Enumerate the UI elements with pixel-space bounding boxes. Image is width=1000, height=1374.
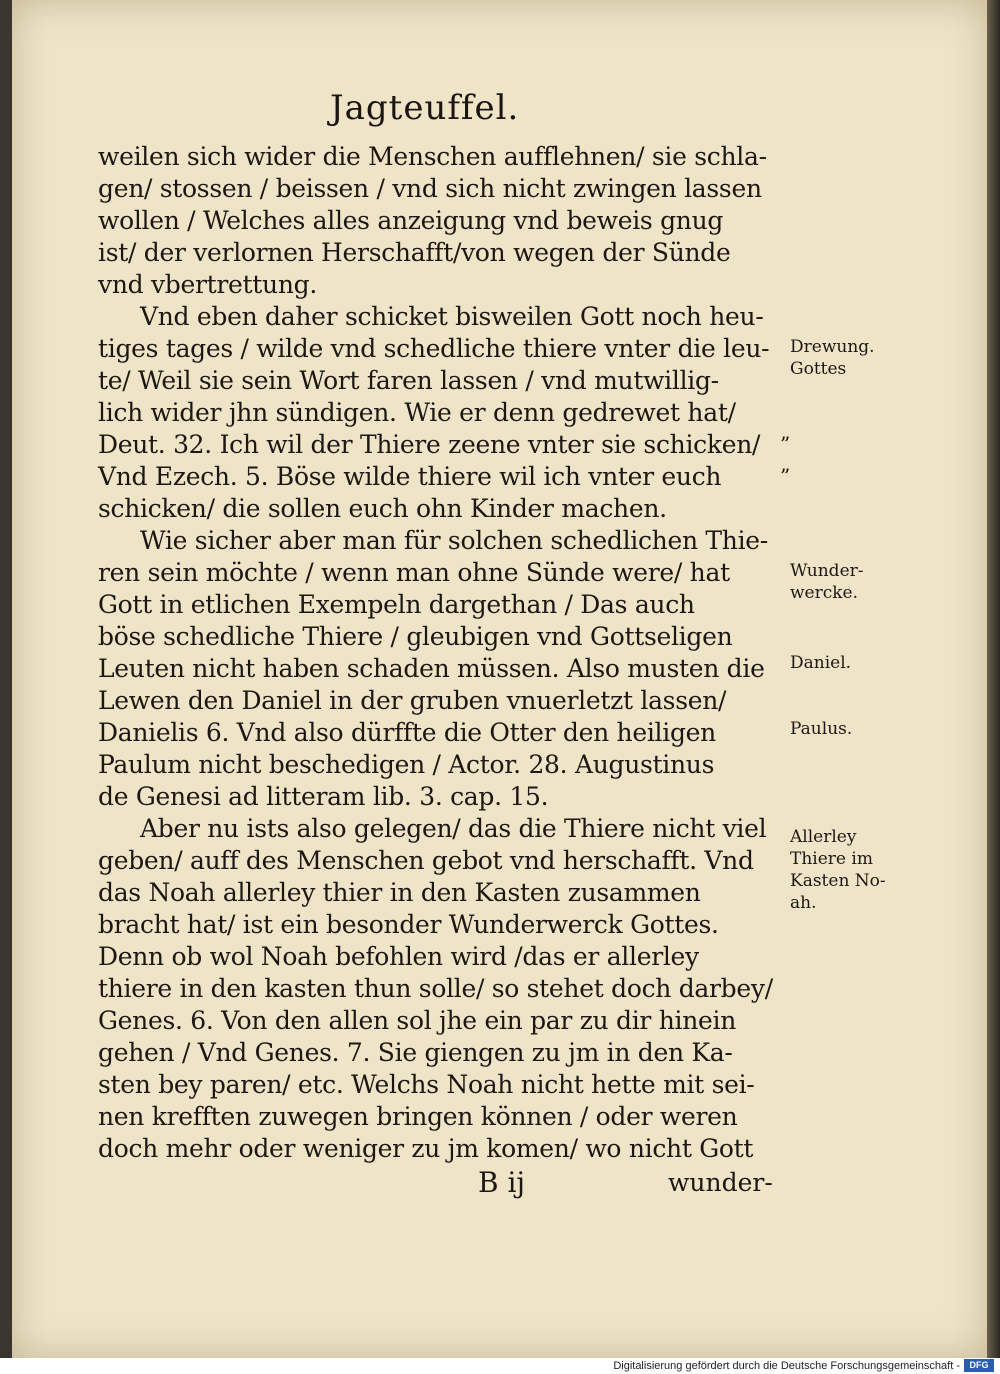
text-line: das Noah allerley thier in den Kasten zusammen: [98, 878, 701, 907]
text-line: sten bey paren/ etc. Welchs Noah nicht hette mit sei-: [98, 1070, 755, 1099]
text-line: te/ Weil sie sein Wort faren lassen / vnd mutwillig-: [98, 366, 719, 395]
text-line: nen krefften zuwegen bringen können / oder weren: [98, 1102, 738, 1131]
dfg-logo: DFG: [964, 1359, 994, 1372]
text-line: de Genesi ad litteram lib. 3. cap. 15.: [98, 782, 549, 811]
text-line: bracht hat/ ist ein besonder Wunderwerck Gottes.: [98, 910, 719, 939]
margin-note: Thiere im: [790, 849, 873, 869]
catchword: wunder-: [668, 1168, 773, 1197]
text-line: gen/ stossen / beissen / vnd sich nicht zwingen lassen: [98, 174, 762, 203]
text-line: Deut. 32. Ich wil der Thiere zeene vnter sie schicken/: [98, 430, 761, 459]
margin-note: Kasten No-: [790, 871, 886, 891]
text-line: böse schedliche Thiere / gleubigen vnd Gottseligen: [98, 622, 733, 651]
text-line: weilen sich wider die Menschen aufflehnen/ sie schla-: [98, 142, 767, 171]
margin-note: Daniel.: [790, 653, 852, 673]
digitization-credit: Digitalisierung gefördert durch die Deutsche Forschungsgemeinschaft -: [613, 1360, 960, 1372]
page-edge: [987, 0, 1000, 1358]
running-header: Jagteuffel.: [330, 88, 520, 128]
text-line: Paulum nicht beschedigen / Actor. 28. Augustinus: [98, 750, 715, 779]
text-line: Vnd eben daher schicket bisweilen Gott noch heu-: [140, 302, 764, 331]
margin-note: wercke.: [790, 583, 859, 603]
text-line: ist/ der verlornen Herschafft/von wegen der Sünde: [98, 238, 731, 267]
text-line: Genes. 6. Von den allen sol jhe ein par zu dir hinein: [98, 1006, 736, 1035]
text-line: thiere in den kasten thun solle/ so stehet doch darbey/: [98, 974, 773, 1003]
text-line: schicken/ die sollen euch ohn Kinder machen.: [98, 494, 667, 523]
margin-note: ah.: [790, 893, 817, 913]
signature-mark: B ij: [478, 1166, 526, 1199]
text-line: ren sein möchte / wenn man ohne Sünde were/ hat: [98, 558, 730, 587]
text-line: Aber nu ists also gelegen/ das die Thiere nicht viel: [140, 814, 767, 843]
text-line: Gott in etlichen Exempeln dargethan / Das auch: [98, 590, 695, 619]
quotation-mark: ”: [780, 464, 791, 488]
text-line: Wie sicher aber man für solchen schedlichen Thie-: [140, 526, 768, 555]
margin-note: Paulus.: [790, 719, 853, 739]
quotation-mark: ”: [780, 432, 791, 456]
margin-note: Gottes: [790, 359, 847, 379]
text-line: Danielis 6. Vnd also dürffte die Otter den heiligen: [98, 718, 716, 747]
text-line: Lewen den Daniel in der gruben vnuerletzt lassen/: [98, 686, 727, 715]
text-line: Vnd Ezech. 5. Böse wilde thiere wil ich vnter euch: [98, 462, 722, 491]
text-line: gehen / Vnd Genes. 7. Sie giengen zu jm in den Ka-: [98, 1038, 733, 1067]
text-line: wollen / Welches alles anzeigung vnd beweis gnug: [98, 206, 724, 235]
margin-note: Drewung.: [790, 337, 875, 357]
margin-note: Allerley: [790, 827, 857, 847]
text-line: lich wider jhn sündigen. Wie er denn gedrewet hat/: [98, 398, 736, 427]
text-line: Denn ob wol Noah befohlen wird /das er allerley: [98, 942, 699, 971]
text-line: Leuten nicht haben schaden müssen. Also musten die: [98, 654, 765, 683]
text-line: doch mehr oder weniger zu jm komen/ wo nicht Gott: [98, 1134, 754, 1163]
text-line: vnd vbertrettung.: [98, 270, 317, 299]
text-line: tiges tages / wilde vnd schedliche thiere vnter die leu-: [98, 334, 770, 363]
text-line: geben/ auff des Menschen gebot vnd herschafft. Vnd: [98, 846, 754, 875]
margin-note: Wunder-: [790, 561, 864, 581]
